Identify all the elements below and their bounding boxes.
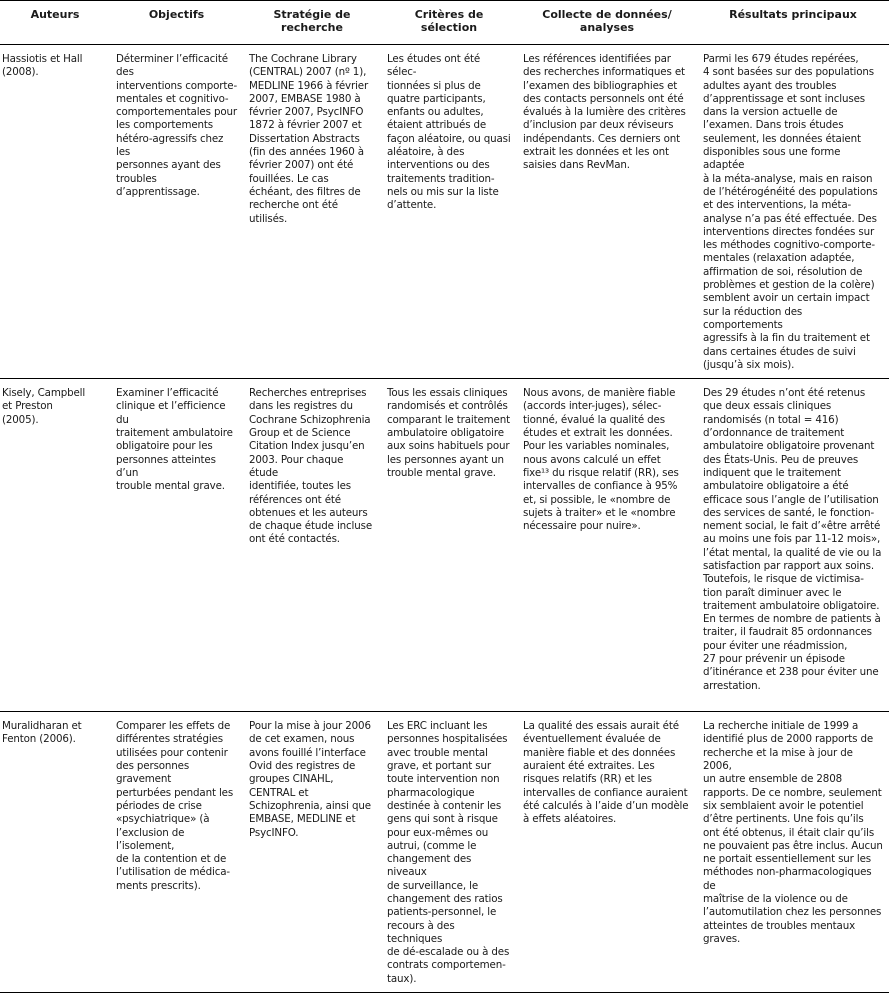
cell-objectifs: Déterminer l’efficacité des interventions comporte- mentales et cognitivo- comportementales pour les comportements hétéro-agressifs chez les personnes ayant des troubles d’apprentissage. <box>110 45 243 379</box>
cell-strategie: Pour la mise à jour 2006 de cet examen, nous avons fouillé l’interface Ovid des registres de groupes CINAHL, CENTRAL et Schizophrenia, ainsi que EMBASE, MEDLINE et PsycINFO. <box>243 712 381 993</box>
cell-collecte: Les références identifiées par des recherches informatiques et l’examen des bibliographies et des contacts personnels ont été évalués à la lumière des critères d’inclusion par deux réviseurs indépendants. Ces derniers ont extrait les données et les ont saisies dans RevMan. <box>517 45 697 379</box>
header-auteurs: Auteurs <box>0 1 110 45</box>
cell-collecte: Nous avons, de manière fiable (accords inter-juges), sélec- tionné, évalué la qualité des études et extrait les données. Pour les variables nominales, nous avons calculé un effet fixe¹³ du risque relatif (RR), ses intervalles de confiance à 95% et, si possible, le «nombre de sujets à traiter» et le «nombre nécessaire pour nuire». <box>517 379 697 712</box>
header-resultats: Résultats principaux <box>697 1 889 45</box>
cell-criteres: Tous les essais cliniques randomisés et contrôlés comparant le traitement ambulatoire obligatoire aux soins habituels pour les personnes ayant un trouble mental grave. <box>381 379 517 712</box>
cell-resultats: Des 29 études n’ont été retenus que deux essais cliniques randomisés (n total = 416) d’ordonnance de traitement ambulatoire obligatoire provenant des États-Unis. Peu de preuves indiquent que le traitement ambulatoire obligatoire a été efficace sous l’angle de l’utilisation des services de santé, le fonction- nement social, le fait d’«être arrêté au moins une fois par 11-12 mois», l’état mental, la qualité de vie ou la satisfaction par rapport aux soins. Toutefois, le risque de victimisa- tion paraît diminuer avec le traitement ambulatoire obligatoire. En termes de nombre de patients à traiter, il faudrait 85 ordonnances pour éviter une réadmission, 27 pour prévenir un épisode d’itinérance et 238 pour éviter une arrestation. <box>697 379 889 712</box>
table-row <box>0 45 889 379</box>
header-strategie: Stratégie de recherche <box>243 1 381 45</box>
cell-collecte: La qualité des essais aurait été éventuellement évaluée de manière fiable et des données auraient été extraites. Les risques relatifs (RR) et les intervalles de confiance auraient été calculés à l’aide d’un modèle à effets aléatoires. <box>517 712 697 993</box>
table-row <box>0 379 889 712</box>
cell-auteurs: Muralidharan et Fenton (2006). <box>0 712 110 993</box>
table-header-row <box>0 1 889 45</box>
cell-strategie: The Cochrane Library (CENTRAL) 2007 (nº 1), MEDLINE 1966 à février 2007, EMBASE 1980 à février 2007, PsycINFO 1872 à février 2007 et Dissertation Abstracts (fin des années 1960 à février 2007) ont été fouillées. Le cas échéant, des filtres de recherche ont été utilisés. <box>243 45 381 379</box>
cell-criteres: Les ERC incluant les personnes hospitalisées avec trouble mental grave, et portant sur toute intervention non pharmacologique destinée à contenir les gens qui sont à risque pour eux-mêmes ou autrui, (comme le changement des niveaux de surveillance, le changement des ratios patients-personnel, le recours à des techniques de dé-escalade ou à des contrats comportemen- taux). <box>381 712 517 993</box>
cell-strategie: Recherches entreprises dans les registres du Cochrane Schizophrenia Group et de Science Citation Index jusqu’en 2003. Pour chaque étude identifiée, toutes les références ont été obtenues et les auteurs de chaque étude incluse ont été contactés. <box>243 379 381 712</box>
cell-objectifs: Examiner l’efficacité clinique et l’efficience du traitement ambulatoire obligatoire pour les personnes atteintes d’un trouble mental grave. <box>110 379 243 712</box>
cell-auteurs: Kisely, Campbell et Preston (2005). <box>0 379 110 712</box>
header-collecte: Collecte de données/ analyses <box>517 1 697 45</box>
cell-criteres: Les études ont été sélec- tionnées si plus de quatre participants, enfants ou adultes, étaient attribués de façon aléatoire, ou quasi aléatoire, à des interventions ou des traitements tradition- nels ou mis sur la liste d’attente. <box>381 45 517 379</box>
header-criteres: Critères de sélection <box>381 1 517 45</box>
header-objectifs: Objectifs <box>110 1 243 45</box>
cell-resultats: La recherche initiale de 1999 a identifié plus de 2000 rapports de recherche et la mise à jour de 2006, un autre ensemble de 2808 rapports. De ce nombre, seulement six semblaient avoir le potentiel d’être pertinents. Une fois qu’ils ont été obtenus, il était clair qu’ils ne pouvaient pas être inclus. Aucun ne portait essentiellement sur les méthodes non-pharmacologiques de maîtrise de la violence ou de l’automutilation chez les personnes atteintes de troubles mentaux graves. <box>697 712 889 993</box>
table-row <box>0 712 889 993</box>
cell-resultats: Parmi les 679 études repérées, 4 sont basées sur des populations adultes ayant des troubles d’apprentissage et sont incluses dans la version actuelle de l’examen. Dans trois études seulement, les données étaient disponibles sous une forme adaptée à la méta-analyse, mais en raison de l’hétérogénéité des populations et des interventions, la méta- analyse n’a pas été effectuée. Des interventions directes fondées sur les méthodes cognitivo-comporte- mentales (relaxation adaptée, affirmation de soi, résolution de problèmes et gestion de la colère) semblent avoir un certain impact sur la réduction des comportements agressifs à la fin du traitement et dans certaines études de suivi (jusqu’à six mois). <box>697 45 889 379</box>
cell-auteurs: Hassiotis et Hall (2008). <box>0 45 110 379</box>
cell-objectifs: Comparer les effets de différentes stratégies utilisées pour contenir des personnes gravement perturbées pendant les périodes de crise «psychiatrique» (à l’exclusion de l’isolement, de la contention et de l’utilisation de médica- ments prescrits). <box>110 712 243 993</box>
